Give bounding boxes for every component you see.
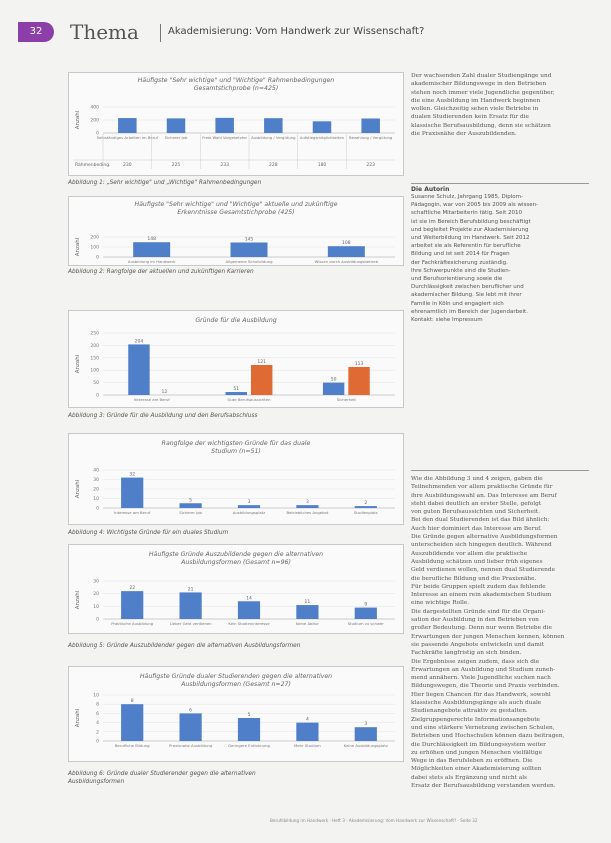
bar	[296, 723, 318, 741]
data-label: 113	[354, 361, 364, 367]
bar	[128, 344, 149, 395]
chart-3-plot	[69, 311, 405, 409]
text-line: Möglichkeiten einer Akademisierung sollten	[411, 766, 542, 773]
chart-3-title: Gründe für die Ausbildung	[195, 317, 277, 324]
text-line: und eine stärkere Vernetzung zwischen Schulen,	[411, 724, 555, 731]
text-line: akademischer Bildung. Sie lebt mit ihrer	[411, 292, 522, 299]
text-line: Die dargestellten Gründe sind für die Organi-	[411, 608, 546, 615]
text-line: die eine Ausbildung im Handwerk beginnen	[411, 97, 541, 104]
text-line: dualen Studierenden kein Ersatz für die	[411, 114, 529, 121]
y-tick-label: 400	[90, 105, 99, 111]
y-tick-label: 30	[93, 579, 99, 585]
text-line: Ersatz der Berufsausbildung verstanden werden.	[411, 782, 556, 789]
text-line: Interesse an einem rein akademischen Studium	[411, 592, 552, 599]
x-tick-label: Gute Berufsaussichten	[227, 397, 271, 402]
author-box-title: Die Autorin	[411, 183, 589, 193]
bar	[133, 242, 170, 257]
x-tick-label: Interesse am Beruf	[133, 397, 170, 402]
y-tick-label: 0	[96, 255, 99, 261]
table-cell: 230	[123, 163, 132, 168]
caption-3: Abbildung 3: Gründe für die Ausbildung und den Berufsabschluss	[68, 413, 258, 419]
x-tick-label: Interesse am Beruf	[114, 510, 151, 515]
text-line: Der wachsenden Zahl dualer Studiengänge und	[411, 73, 552, 79]
y-tick-label: 40	[93, 468, 99, 474]
text-line: Pädagogin, war von 2005 bis 2009 als wissen-	[411, 202, 539, 209]
caption-5: Abbildung 5: Gründe Auszubildender gegen die alternativen Ausbildungsformen	[68, 643, 301, 649]
data-label: 6	[189, 708, 193, 714]
data-label: 8	[130, 699, 134, 705]
y-tick-label: 200	[90, 235, 99, 241]
data-label: 12	[161, 390, 168, 395]
bar	[167, 118, 185, 133]
data-label: 14	[246, 596, 252, 602]
body-text-bottom	[411, 475, 589, 790]
y-tick-label: 250	[90, 331, 99, 337]
x-tick-label: Allgemeine Schulbildung	[225, 259, 273, 264]
caption-4: Abbildung 4: Wichtigste Gründe für ein duales Studium	[68, 530, 229, 536]
y-axis-label: Anzahl	[75, 708, 81, 728]
text-line: und Weiterbildung im Handwerk. Seit 2012	[411, 235, 530, 242]
table-cell: 233	[220, 163, 229, 168]
text-line: sie passende Angebote entwickeln und damit	[411, 641, 545, 648]
y-tick-label: 0	[96, 506, 99, 512]
y-tick-label: 10	[93, 497, 99, 502]
table-row-label: Rahmenbeding.	[75, 163, 111, 168]
chart-4-plot	[69, 434, 405, 526]
bar	[180, 503, 202, 508]
y-tick-label: 100	[90, 368, 99, 374]
y-tick-label: 20	[93, 592, 99, 598]
bar	[355, 727, 377, 741]
text-line: Auszubildende vor allem die praktische	[411, 550, 528, 557]
data-label: 32	[129, 472, 136, 478]
bar	[296, 505, 318, 508]
x-tick-label: Studium zu schwer	[347, 621, 384, 626]
text-line: dabei stets als Ergänzung und nicht als	[411, 774, 528, 781]
text-line: Zielgruppengerechte Informationsangebote	[411, 716, 540, 723]
text-line: großer Bedeutung. Denn nur wenn Betriebe die	[411, 625, 552, 632]
page-footer: Berufsbildung im Handwerk · Heft 3 · Akademisierung: Vom Handwerk zur Wissenschaft? · Seite 32	[270, 818, 478, 823]
text-line: die Praxisnähe der Auszubildenden.	[411, 131, 517, 138]
text-line: Kontakt: siehe Impressum	[411, 317, 483, 324]
text-line: Wege in das Berufsleben zu eröffnen. Die	[411, 758, 533, 765]
text-line: von guten Berufsaussichten und Sicherheit.	[411, 509, 540, 516]
chart-1-plot	[69, 73, 405, 177]
table-cell: 225	[171, 163, 181, 168]
chart-2-plot	[69, 197, 405, 267]
y-axis-label: Anzahl	[75, 237, 81, 257]
data-label: 5	[247, 713, 251, 718]
text-line: mend annähern. Viele Jugendliche suchen nach	[411, 675, 551, 682]
text-line: Ihre Schwerpunkte sind die Studien-	[411, 267, 511, 274]
x-tick-label: Sicherer Job	[179, 510, 202, 515]
text-line: Hier liegen Chancen für das Handwerk, sowohl	[411, 691, 551, 698]
bar	[215, 118, 233, 133]
x-tick-label: Berufliche Bildung	[114, 743, 150, 748]
x-tick-label: Keine Abitur	[295, 621, 319, 626]
text-line: klassische Ausbildungsgänge als auch duale	[411, 700, 542, 707]
y-tick-label: 20	[93, 487, 99, 493]
x-tick-label: Wissen durch Ausbildungsbetrieb	[314, 259, 379, 264]
text-line: ehrenamtlich im Bereich der Jugendarbeit.	[411, 308, 528, 315]
text-line: Ausbildung schätzen und lieber früh eigenes	[411, 558, 543, 565]
x-tick-label: Studienplatz	[353, 510, 378, 515]
data-label: 108	[342, 241, 351, 247]
text-line: Auch hier dominiert das Interesse am Beruf.	[411, 525, 542, 532]
data-label: 50	[330, 377, 337, 383]
text-line: ist sie im Bereich Berufsbildung beschäftigt	[411, 218, 531, 225]
data-label: 3	[247, 500, 251, 506]
text-line: Geld verdienen wollen, nennen dual Studierende	[411, 567, 556, 574]
y-axis-label: Anzahl	[75, 110, 81, 130]
bar	[118, 118, 136, 133]
bar	[361, 119, 379, 133]
x-tick-label: Betriebliches Angebot	[286, 510, 329, 515]
y-tick-label: 0	[96, 393, 99, 399]
text-line: Teilnehmenden vor allem praktische Gründe für	[411, 484, 553, 491]
text-line: zu erhöhen und jungen Menschen vielfältige	[411, 749, 543, 756]
data-label: 4	[305, 717, 309, 723]
section-label: Thema	[70, 20, 139, 44]
author-box-text	[411, 193, 589, 324]
bar	[328, 246, 365, 257]
data-label: 2	[364, 501, 368, 507]
data-label: 21	[187, 587, 194, 593]
data-label: 3	[364, 722, 368, 728]
x-tick-label: Ausbildungsplatz	[232, 510, 266, 515]
x-tick-label: Selbständiges Arbeiten im Beruf	[96, 135, 159, 140]
text-line: der Fachkräftesicherung zuständig.	[411, 259, 508, 266]
caption-6-continued: Ausbildungsformen	[68, 779, 125, 785]
text-line: steht dabei deutlich an erster Stelle, gefolgt	[411, 500, 542, 507]
y-tick-label: 150	[90, 356, 99, 362]
y-tick-label: 10	[93, 604, 99, 610]
text-line: Bildung und ist seit 2014 für Fragen	[411, 251, 510, 258]
y-axis-label: Anzahl	[75, 590, 81, 610]
caption-6: Abbildung 6: Gründe dualer Studierender gegen die alternativen	[68, 771, 256, 777]
bar	[121, 478, 143, 508]
bar	[348, 367, 369, 395]
caption-2: Abbildung 2: Rangfolge der aktuellen und zukünftigen Karrieren	[68, 269, 254, 275]
y-axis-label: Anzahl	[75, 479, 81, 499]
text-line: klassische Berufsausbildung, denn sie schätzen	[411, 122, 551, 129]
bar	[251, 365, 272, 395]
text-line: wollen. Gleichzeitig sehen viele Betriebe in	[411, 106, 539, 113]
data-label: 11	[304, 600, 311, 606]
bar	[264, 118, 282, 133]
x-tick-label: Praktische Ausbildung	[111, 621, 154, 626]
text-line: Wie die Abbildung 3 und 4 zeigen, gaben die	[411, 476, 543, 482]
y-tick-label: 10	[93, 693, 99, 699]
x-tick-label: Sicherheit	[336, 397, 356, 402]
data-label: 3	[305, 500, 309, 506]
text-line: Susanne Schulz, Jahrgang 1985, Diplom-	[411, 194, 523, 200]
chart-4	[68, 433, 404, 525]
chart-2-title: Häufigste "Sehr wichtige" und "Wichtige" aktuelle und zukünftige Erkenntnisse Gesamtstichprobe (425)	[134, 201, 338, 216]
y-tick-label: 200	[90, 343, 99, 349]
bar	[355, 506, 377, 508]
bar	[121, 704, 143, 741]
chart-5	[68, 544, 404, 634]
text-line: Die Gründe gegen alternative Ausbildungsformen	[411, 534, 558, 541]
x-tick-label: Lieber Geld verdienen	[169, 621, 212, 626]
text-line: Bei den dual Studierenden ist das Bild ähnlich:	[411, 517, 550, 524]
chart-5-title: Häufigste Gründe Auszubildende gegen die alternativen Ausbildungsformen (Gesamt n=96)	[148, 551, 324, 566]
text-line: Erwartungen an Ausbildung und Studium zuneh-	[411, 666, 556, 673]
x-tick-label: Bezahlung / Vergütung	[349, 135, 393, 140]
bar	[238, 505, 260, 508]
text-line: die Durchlässigkeit im Bildungssystem weiter	[411, 741, 546, 748]
table-cell: 223	[366, 163, 375, 168]
bar	[323, 383, 344, 395]
chart-6	[68, 666, 404, 762]
y-tick-label: 30	[93, 478, 99, 483]
text-line: sation der Ausbildung in den Betrieben von	[411, 617, 539, 624]
data-label: 22	[129, 586, 136, 592]
page-header	[18, 20, 598, 46]
y-tick-label: 2	[96, 730, 99, 736]
y-tick-label: 200	[90, 118, 99, 124]
table-cell: 228	[269, 163, 278, 168]
text-line: Fachkräfte langfristig an sich binden.	[411, 650, 522, 657]
data-label: 204	[134, 339, 144, 345]
bar	[296, 605, 318, 619]
text-line: ihre Ausbildungswahl an. Das Interesse am Beruf	[411, 492, 557, 499]
text-line: Für beide Gruppen spielt zudem das fehlende	[411, 583, 546, 590]
text-line: Erwartungen der jungen Menschen kennen, können	[411, 633, 565, 640]
text-line: schaftliche Mitarbeiterin tätig. Seit 2010	[411, 210, 522, 217]
text-line: die berufliche Bildung und die Praxisnähe.	[411, 575, 537, 582]
bar	[238, 718, 260, 741]
table-cell: 180	[317, 163, 327, 168]
bar	[180, 592, 202, 619]
y-tick-label: 8	[96, 702, 99, 708]
header-divider	[160, 24, 161, 42]
data-label: 5	[189, 498, 193, 504]
y-tick-label: 0	[96, 131, 99, 137]
chart-3	[68, 310, 404, 408]
text-line: arbeitet sie als Referentin für berufliche	[411, 243, 521, 250]
y-tick-label: 0	[96, 739, 99, 745]
author-box-divider	[411, 470, 589, 471]
data-label: 51	[233, 387, 240, 393]
page-number-badge: 32	[18, 22, 54, 42]
bar	[180, 713, 202, 741]
chart-1-title: Häufigste "Sehr wichtige" und "Wichtige" Rahmenbedingungen Gesamtstichprobe (n=425)	[137, 77, 335, 92]
x-tick-label: Mehr Studium	[294, 743, 321, 748]
chart-1	[68, 72, 404, 176]
chart-6-title: Häufigste Gründe dualer Studierenden gegen die alternativen Ausbildungsformen (Gesamt n=27)	[139, 673, 333, 688]
x-tick-label: Keine Ausbildungsplatz	[343, 743, 388, 748]
text-line: Die Ergebnisse zeigen zudem, dass sich die	[411, 658, 540, 665]
data-label: 121	[257, 359, 267, 365]
x-tick-label: Sicherer Job	[164, 135, 188, 140]
chart-5-plot	[69, 545, 405, 635]
text-line: unterscheiden sich hingegen deutlich. Während	[411, 542, 552, 549]
text-line: Bildungswegen, die Theorie und Praxis verbinden.	[411, 683, 560, 690]
text-line: Durchlässigkeit zwischen beruflicher und	[411, 284, 524, 291]
x-tick-label: Freie Wahl Vorgesetzter	[202, 135, 248, 140]
chart-2	[68, 196, 404, 266]
text-line: und begleitet Projekte zur Akademisierung	[411, 226, 529, 233]
text-line: Studienangebote attraktiv zu gestalten.	[411, 708, 528, 715]
chart-6-plot	[69, 667, 405, 763]
chart-4-title: Rangfolge der wichtigsten Gründe für das duale Studium (n=51)	[161, 440, 311, 455]
text-line: akademischer Bildungswege in den Betrieben	[411, 81, 547, 88]
bar	[121, 591, 143, 619]
bar	[238, 601, 260, 619]
x-tick-label: Ausbildung / Vergütung	[251, 135, 296, 140]
data-label: 9	[364, 602, 368, 608]
bar	[226, 392, 247, 395]
y-tick-label: 100	[90, 245, 99, 251]
x-tick-label: Ausbildung im Handwerk	[127, 259, 176, 264]
bar	[355, 608, 377, 619]
x-tick-label: Praxisnahe Ausbildung	[168, 743, 213, 748]
y-tick-label: 4	[96, 721, 99, 727]
data-label: 148	[147, 237, 156, 243]
bar	[313, 121, 331, 133]
y-tick-label: 0	[96, 617, 99, 623]
caption-1: Abbildung 1: „Sehr wichtige" und „Wichtige" Rahmenbedingungen	[68, 180, 262, 186]
text-line: Familie in Köln und engagiert sich	[411, 300, 504, 307]
data-label: 145	[244, 237, 254, 243]
body-text-top	[411, 72, 589, 138]
article-title: Akademisierung: Vom Handwerk zur Wissenschaft?	[168, 26, 425, 37]
text-line: eine wichtige Rolle.	[411, 600, 470, 607]
y-axis-label: Anzahl	[75, 354, 81, 374]
text-line: stehen noch immer viele Jugendliche gegenüber,	[411, 89, 555, 96]
text-line: Betrieben und Hochschulen können dazu beitragen,	[411, 733, 565, 740]
x-tick-label: Kein Studieninteresse	[228, 621, 270, 626]
x-tick-label: Geringere Entlohnung	[228, 743, 270, 748]
y-tick-label: 6	[96, 711, 99, 717]
y-tick-label: 50	[93, 381, 99, 387]
bar	[231, 243, 268, 258]
x-tick-label: Aufstiegsmöglichkeiten	[299, 135, 345, 140]
text-line: und Berufsorientierung sowie die	[411, 276, 503, 283]
